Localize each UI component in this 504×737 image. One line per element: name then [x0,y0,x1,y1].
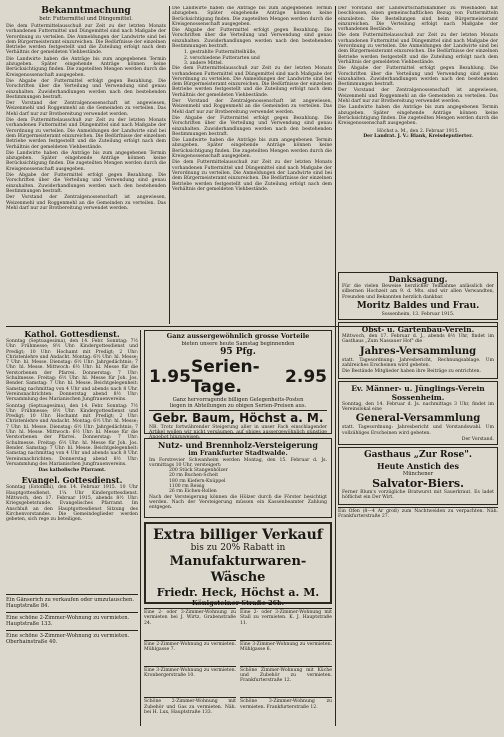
baum-price-right: 2.95 [285,366,327,387]
notice-body-1b: Die dem Futtermittelausschuß zur Zeit zu der letzten Monats vorhandenen Futtermittel und Düngemittel sind nach Maßgabe der Verordnung zu verteilen. Die Anmeldungen der Landwirte sind bei dem Bürgermeisteramt einzureichen. Die Bedürfnisse der einzelnen Betriebe werden festgestellt und die Zuteilung erfolgt nach dem Verhältnis der gemeldeten Viehbestände. [6,118,166,150]
classified-text: Schöne 2-Zimmer-Wohnung mit Zubehör und Gas zu vermieten. Näh. bei H. Lux, Hauptstraße 133. [144,699,236,716]
notice-sign-place: Höchst a. M., den 2. Februar 1915. [377,128,459,134]
column-divider [169,6,170,324]
rose-beer: Salvator-Biers. [372,477,464,491]
holz-title: Nutz- und Brennholz-Versteigerung [158,440,318,450]
notice-list-item: 2. verschiedene Futterarten und [184,55,260,61]
ev-head: General-Versammlung [355,413,481,425]
moritz-name: Moritz Baldes und Frau. [356,300,480,311]
classified-text: Eine schöne 2-Zimmer-Wohnung zu vermieten. Hauptstraße 133. [6,615,130,627]
baum-headline: Serien-Tage. [190,356,260,397]
notice-body-4b: Der Vorstand der Zentralgenossenschaft ist angewiesen, Weizenmehl und Roggenmehl an die Gemeinden zu verteilen. Das Mehl darf nur zur Brotbereitung verwendet werden. [6,195,166,211]
column-divider [335,6,336,726]
holz-item-qty: 200 Stück [169,468,193,474]
baum-firm: Gebr. Baum, Höchst a. M. [152,410,324,425]
classified-text: Eine 2-Zimmer-Wohnung zu vermieten. Mühlgasse 7. [144,641,236,652]
kathol-footer: Das katholische Pfarramt. [38,468,106,474]
notice-mid-body-2b: Die Landwirte haben die Anträge bis zum angegebenen Termin abzugeben. Später eingehende Anträge können keine Berücksichtigung finden. Die zugeteilten Mengen werden durch die Kreisgenossenschaft ausgegeben. [172,138,332,160]
baum-sub2: liegen in Abteilungen zu obigen Serien-Preisen aus. [149,403,327,411]
baum-price-center: 95 Pfg. [220,346,256,357]
notice-right-body-1: Die dem Futtermittelausschuß zur Zeit zu der letzten Monats vorhandenen Futtermittel und Düngemittel sind nach Maßgabe der Verordnung zu verteilen. Die Anmeldungen der Landwirte sind bei dem Bürgermeisteramt einzureichen. Die Bedürfnisse der einzelnen Betriebe werden festgestellt und die Zuteilung erfolgt nach dem Verhältnis der gemeldeten Viehbestände. [338,33,498,65]
obst-body: Mittwoch, den 17. Februar d. J., abends 8½ Uhr, findet im Gasthaus „Zum Nassauer Hof" die [342,334,494,345]
notice-mid-body-2: Die Landwirte haben die Anträge bis zum angegebenen Termin abzugeben. Später eingehende Anträge können keine Berücksichtigung finden. Die zugeteilten Mengen werden durch die Kreisgenossenschaft ausgegeben. [172,6,332,27]
heck-firm: Friedr. Heck, Höchst a. M. [156,586,320,599]
rose-line: Heute Anstich des [377,461,459,472]
right-body: Der Vorstand der Landwirtschaftskammer zu Wiesbaden hat beschlossen, einen gemeinschaftlichen Bezug von Futtermitteln einzuleiten. Die Bestellungen sind beim Bürgermeisteramt einzureichen. Die Verteilung erfolgt nach Maßgabe der vorhandenen Bestände. [338,6,498,33]
danksagung-box [338,272,498,320]
evang-title: Evangel. Gottesdienst. [21,475,123,486]
notice-body-3: Die Abgabe der Futtermittel erfolgt gegen Bezahlung. Die Vorschriften über die Verteilung und Verwendung sind genau einzuhalten. Zuwiderhandlungen werden nach den bestehenden Bestimmungen bestraft. [6,78,166,100]
rose-box [338,447,498,505]
notice-mid-body-3: Die Abgabe der Futtermittel erfolgt gegen Bezahlung. Die Vorschriften über die Verteilung und Verwendung sind genau einzuhalten. Zuwiderhandlungen werden nach den bestehenden Bestimmungen bestraft. [172,28,332,50]
obst-box [338,322,498,378]
evang-body: Sonntag (Estomihi), den 14. Februar 1915. 10 Uhr Hauptgottesdienst. 1¼ Uhr Kindergottesdienst. Mittwoch, den 17. Februar 1915, abends 8½ Uhr: Kriegsgebetstunde. Evangelisches Pfarramt. Im Anschluß an den Hauptgottesdienst Sitzung des Kirchenvorstandes. Die Gemeindeglieder werden gebeten, sich rege zu beteiligen. [6,485,138,523]
classified-text: Ein Gänserich zu verkaufen oder umzutauschen. Hauptstraße 84. [6,597,135,609]
notice-right-body-3: Die Abgabe der Futtermittel erfolgt gegen Bezahlung. Die Vorschriften über die Verteilung und Verwendung sind genau einzuhalten. Zuwiderhandlungen werden nach den bestehenden Bestimmungen bestraft. [338,66,498,88]
holz-items [149,468,327,494]
holz-item-kind: Stangenhölzer [194,468,228,474]
classified-item [6,594,138,612]
classified-text: Schöne Zimmer-Wohnung mit Küche und Zubehör zu vermieten. Frankfurterstraße 12. [240,667,332,684]
holz-item-kind: Buchen-Scheit [184,473,219,479]
last-classified: Ein Ofen (8—4 Ar groß) zum Nachtweiden zu verpachten. Näh. Frankfurterstraße 27. [338,508,498,520]
baum-intro: Ganz aussergewöhnlich grosse Vorteile [166,332,310,340]
kathol-body: Sonntag (Septuagesima), den 14. Febr. Sonntag: 7½ Uhr: Frühmesse; 8½ Uhr: Kindergottesdienst und Predigt; 10 Uhr: Hochamt mit Predigt; 2 Uhr: Christenlehre und Andacht. Montag: 6½ Uhr: hl. Messe; 7 Uhr: hl. Messe. Dienstag: 6½ Uhr: Jahrgedächtnis; 7 Uhr: hl. Messe. Mittwoch: 6½ Uhr: hl. Messe für die Verstorbenen der Pfarrei. Donnerstag: 7 Uhr: Schulmesse. Freitag: 6½ Uhr: hl. Messe für Joh. Jos. Bender. Samstag: 7 Uhr: hl. Messe. Beichtgelegenheit: Samstag nachmittag von 4 Uhr und abends nach 8 Uhr. Vereinsnachrichten: Donnerstag abend 8½ Uhr: Versammlung des Marianischen Jungfrauenvereins. [6,339,138,403]
holz-item-kind: Eichen-Rollen [184,489,217,495]
classified-item [240,608,332,639]
classified-item [240,640,332,665]
classified-text: Eine 2- oder 3-Zimmer-Wohnung mit Stall zu vermieten. K. J. Hauptstraße 11. [240,610,332,626]
baum-intro-sub: bieten unsere heute Samstag beginnenden [181,340,295,347]
kathol-body-repeat: Sonntag (Septuagesima), den 14. Febr. Sonntag: 7½ Uhr: Frühmesse; 8½ Uhr: Kindergottesdienst und Predigt; 10 Uhr: Hochamt mit Predigt; 2 Uhr: Christenlehre und Andacht. Montag: 6½ Uhr: hl. Messe; 7 Uhr: hl. Messe. Dienstag: 6½ Uhr: Jahrgedächtnis; 7 Uhr: hl. Messe. Mittwoch: 6½ Uhr: hl. Messe für die Verstorbenen der Pfarrei. Donnerstag: 7 Uhr: Schulmesse. Freitag: 6½ Uhr: hl. Messe für Joh. Jos. Bender. Samstag: 7 Uhr: hl. Messe. Beichtgelegenheit: Samstag nachmittag von 4 Uhr und abends nach 8 Uhr. Vereinsnachrichten: Donnerstag abend 8½ Uhr: Versammlung des Marianischen Jungfrauenvereins. [6,403,138,467]
classified-text: Eine 3-Zimmer-Wohnung zu vermieten. Mühlgasse 6. [240,641,332,652]
right-lower-column [338,272,498,728]
classified-text: Eine 2- oder 3-Zimmer-Wohnung zu vermieten bei J. Wirtz, Grabenstraße 24. [144,610,236,626]
classified-item [144,697,236,728]
holz-item-kind: Kiefern-Knüppel [187,478,226,484]
obst-head: Jahres-Versammlung [359,345,477,357]
ev-box [338,381,498,445]
rose-small: Münchener [402,471,434,478]
baum-note: NB. Trotz fortwährender Steigerung aller in unser Fach einschlagender Artikel wollen wir nicht versäumen, auf obiges aussergewöhnlich günstige Angebot hinzuweisen. [149,424,327,441]
notice-list-item: 1. gestrahlte Futtermittelhülle, [184,50,257,56]
kathol-title: Kathol. Gottesdienst. [24,330,120,339]
notice-body-1: Die dem Futtermittelausschuß zur Zeit zu der letzten Monats vorhandenen Futtermittel und Düngemittel sind nach Maßgabe der Verordnung zu verteilen. Die Anmeldungen der Landwirte sind bei dem Bürgermeisteramt einzureichen. Die Bedürfnisse der einzelnen Betriebe werden festgestellt und die Zuteilung erfolgt nach dem Verhältnis der gemeldeten Viehbestände. [6,24,166,56]
notice-right-column [338,6,498,268]
classified-item [144,666,236,697]
classified-item [240,666,332,697]
heck-line2: bis zu 20% Rabatt in [190,543,286,553]
holz-item-qty: 180 rm [169,478,186,484]
heck-address: Königsteiner Straße 26b. [192,599,284,607]
notice-list [172,50,332,66]
notice-list-item: 3. andere Mittel. [184,60,224,66]
ev-title: Ev. Männer- u. Jünglings-Verein Sossenheim. [351,383,485,402]
column-divider [140,330,141,726]
notice-mid-body-4: Der Vorstand der Zentralgenossenschaft ist angewiesen, Weizenmehl und Roggenmehl an die Gemeinden zu verteilen. Das Mehl darf nur zur Brotbereitung verwendet werden. [172,99,332,115]
rose-body: Ferner Blum's vorzügliche Bratwurst mit Sauerkraut. Es ladet höflichst ein Der Wirt. [342,490,494,501]
baum-sub1: Ganz hervorragende billigen Gelegenheits-Posten [172,396,304,403]
notice-body-4: Der Vorstand der Zentralgenossenschaft ist angewiesen, Weizenmehl und Roggenmehl an die Gemeinden zu verteilen. Das Mehl darf nur zur Brotbereitung verwendet werden. [6,101,166,117]
heck-line1: Extra billiger Verkauf [153,527,323,543]
classifieds-left [6,594,138,728]
holz-item-qty: 1100 rm [169,483,189,489]
notice-subtitle: betr. Futtermittel und Düngemittel. [39,16,133,22]
notice-sign-name: Der Landrat. J. V.: Blank, Kreisdeputierter. [363,133,473,139]
notice-mid-body-1: Die dem Futtermittelausschuß zur Zeit zu der letzten Monats vorhandenen Futtermittel und Düngemittel sind nach Maßgabe der Verordnung zu verteilen. Die Anmeldungen der Landwirte sind bei dem Bürgermeisteramt einzureichen. Die Bedürfnisse der einzelnen Betriebe werden festgestellt und die Zuteilung erfolgt nach dem Verhältnis der gemeldeten Viehbestände. [172,66,332,98]
holz-item-qty: 20 rm [169,473,183,479]
obst-body2: statt. Tagesordnung: Jahresbericht, Rechnungsablage. Um zahlreiches Erscheinen wird gebeten. [342,357,494,369]
baum-headline-row [149,357,327,397]
classified-item [6,630,138,648]
classified-item [144,608,236,639]
obst-title: Obst- u. Gartenbau-Verein. [361,325,475,335]
notice-body-3b: Die Abgabe der Futtermittel erfolgt gegen Bezahlung. Die Vorschriften über die Verteilung und Verwendung sind genau einzuhalten. Zuwiderhandlungen werden nach den bestehenden Bestimmungen bestraft. [6,173,166,194]
moritz-sub: Sossenheim, 13. Februar 1915. [381,311,455,317]
classified-text: Eine 3-Zimmer-Wohnung zu vermieten. Kronbergerstraße 10. [144,667,236,679]
holz-footer: Nach der Versteigerung können die Hölzer durch die Förster besichtigt werden. Nach der Versteigerung müssen ein Kassenbeamter Zahlung entgegen. [149,494,327,511]
classified-item [240,697,332,728]
baum-ad [144,330,332,441]
holz-subtitle: im Frankfurter Stadtwalde. [188,449,288,457]
holz-item-kind: Reisig [190,483,205,489]
classified-text: Schöne 3-Zimmer-Wohnung zu vermieten. Frankfurterstraße 12. [240,699,332,710]
classified-text: Eine schöne 3-Zimmer-Wohnung zu vermieten. Oberhainstraße 40. [6,633,130,645]
heck-ad [144,522,332,607]
ev-sign: Der Vorstand. [461,436,494,442]
holz-ad [144,438,332,518]
classified-item [6,612,138,630]
notice-title: Bekanntmachung [41,6,131,16]
holz-item-qty: 26 rm [169,489,183,495]
danksagung-body: Für die vielen Beweise herzlicher Teilnahme anlässlich der silbernen Hochzeit am 9. d. Mts. sind wir allen Verwandten, Freunden und Bekannten herzlich dankbar. [342,284,494,300]
kathol-section [6,330,138,590]
notice-body-2b: Die Landwirte haben die Anträge bis zum angegebenen Termin abzugeben. Später eingehende Anträge können keine Berücksichtigung finden. Die zugeteilten Mengen werden durch die Kreisgenossenschaft ausgegeben. [6,150,166,172]
holz-body: Im Forstrevier Schwanheim werden Montag, den 15. Februar d. Js. vormittags 10 Uhr, versteigert: [149,457,327,468]
notice-right-body-2: Die Landwirte haben die Anträge bis zum angegebenen Termin abzugeben. Später eingehende Anträge können keine Berücksichtigung finden. Die zugeteilten Mengen werden durch die Kreisgenossenschaft ausgegeben. [338,105,498,127]
notice-mid-body-1b: Die dem Futtermittelausschuß zur Zeit zu der letzten Monats vorhandenen Futtermittel und Düngemittel sind nach Maßgabe der Verordnung zu verteilen. Die Anmeldungen der Landwirte sind bei dem Bürgermeisteramt einzureichen. Die Bedürfnisse der einzelnen Betriebe werden festgestellt und die Zuteilung erfolgt nach dem Verhältnis der gemeldeten Viehbestände. [172,160,332,192]
notice-continued-column [172,6,332,324]
rose-title: Gasthaus „Zur Rose". [363,450,473,461]
notice-column [6,6,166,324]
danksagung-title: Danksagung. [388,274,448,284]
notice-right-body-4: Der Vorstand der Zentralgenossenschaft ist angewiesen, Weizenmehl und Roggenmehl an die Gemeinden zu verteilen. Das Mehl darf nur zur Brotbereitung verwendet werden. [338,88,498,105]
obst-kasse: Die Bestände Mitglieder haben ihre Beiträge zu entrichten. [342,369,481,375]
ev-body: Sonntag, den 14. Februar d. Js. nachmittags 3 Uhr, findet im Vereinslokal eine [342,401,494,412]
heck-line3: Manufakturwaren-Wäsche [169,554,307,585]
notice-mid-body-3b: Die Abgabe der Futtermittel erfolgt gegen Bezahlung. Die Vorschriften über die Verteilung und Verwendung sind genau einzuhalten. Zuwiderhandlungen werden nach den bestehenden Bestimmungen bestraft. [172,115,332,137]
notice-body-2: Die Landwirte haben die Anträge bis zum angegebenen Termin abzugeben. Später eingehende Anträge können keine Berücksichtigung finden. Die zugeteilten Mengen werden durch die Kreisgenossenschaft ausgegeben. [6,56,166,78]
classified-item [144,640,236,665]
classifieds-bottom [144,608,332,728]
ev-body2: statt. Tagesordnung: Jahresbericht und Vorstandswahl. Um vollzähliges Erscheinen wird gebeten. [342,425,494,436]
baum-price-left: 1.95 [149,366,191,387]
